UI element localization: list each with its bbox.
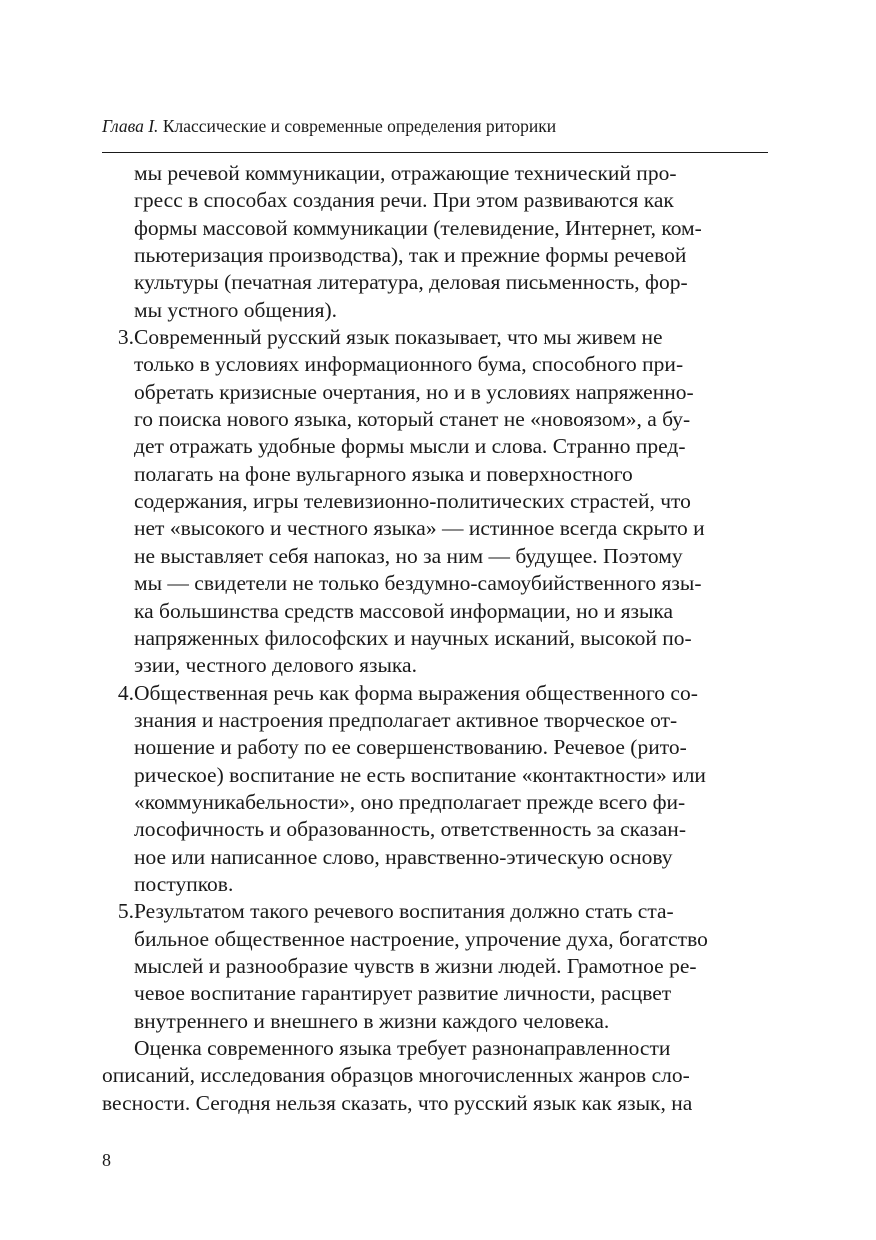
text-line: весности. Сегодня нельзя сказать, что русский язык как язык, на <box>102 1090 693 1115</box>
page-number: 8 <box>102 1150 111 1170</box>
text-line: не выставляет себя напоказ, но за ним — будущее. Поэтому <box>134 543 683 568</box>
text-line: эзии, честного делового языка. <box>134 653 417 678</box>
text-line: ка большинства средств массовой информации, но и языка <box>134 598 674 623</box>
text-line: культуры (печатная литература, деловая письменность, фор- <box>134 270 688 295</box>
list-item-first-line <box>102 680 777 707</box>
text-line: пьютеризация производства), так и прежние формы речевой <box>134 243 687 268</box>
text-line: рическое) воспитание не есть воспитание «контактности» или <box>134 762 706 787</box>
text-line: гресс в способах создания речи. При этом развиваются как <box>134 188 674 213</box>
text-line: обретать кризисные очертания, но и в условиях напряженно- <box>134 379 694 404</box>
list-item-number: 5. <box>117 899 134 924</box>
text-line: «коммуникабельности», оно предполагает прежде всего фи- <box>134 789 686 814</box>
text-line: только в условиях информационного бума, способного при- <box>134 352 684 377</box>
running-head-title: Классические и современные определения риторики <box>162 116 557 136</box>
text-line: мы — свидетели не только бездумно-самоубийственного язы- <box>134 571 702 596</box>
list-item-text: Результатом такого речевого воспитания должно стать ста- <box>134 899 674 924</box>
text-line: мыслей и разнообразие чувств в жизни людей. Грамотное ре- <box>134 953 697 978</box>
text-line: полагать на фоне вульгарного языка и поверхностного <box>134 461 633 486</box>
list-item-first-line <box>102 898 777 925</box>
text-line: бильное общественное настроение, упрочение духа, богатство <box>134 926 708 951</box>
text-line: знания и настроения предполагает активное творческое от- <box>134 707 678 732</box>
text-line: ное или написанное слово, нравственно-этическую основу <box>134 844 673 869</box>
list-item-text: Общественная речь как форма выражения общественного со- <box>134 680 698 705</box>
text-line: го поиска нового языка, который станет не «новоязом», а бу- <box>134 407 691 432</box>
text-line: ношение и работу по ее совершенствованию. Речевое (рито- <box>134 735 687 760</box>
header-rule <box>102 152 768 153</box>
text-line: дет отражать удобные формы мысли и слова. Странно пред- <box>134 434 686 459</box>
text-line: поступков. <box>134 871 234 896</box>
list-item-text: Современный русский язык показывает, что мы живем не <box>134 325 663 350</box>
running-head <box>102 114 556 138</box>
text-line: формы массовой коммуникации (телевидение, Интернет, ком- <box>134 215 702 240</box>
text-line: содержания, игры телевизионно-политических страстей, что <box>134 489 691 514</box>
text-line: описаний, исследования образцов многочисленных жанров сло- <box>102 1063 690 1088</box>
list-item-first-line <box>102 324 777 351</box>
text-line: нет «высокого и честного языка» — истинное всегда скрыто и <box>134 516 705 541</box>
running-head-chapter: Глава I. <box>102 116 159 136</box>
text-line: мы речевой коммуникации, отражающие технический про- <box>134 161 677 185</box>
text-line: напряженных философских и научных исканий, высокой по- <box>134 625 692 650</box>
text-line: мы устного общения). <box>134 297 338 322</box>
list-item-number: 4. <box>117 680 134 705</box>
list-item-number: 3. <box>117 325 134 350</box>
paragraph-first-line: Оценка современного языка требует разнонаправленности <box>134 1036 671 1060</box>
text-line: лософичность и образованность, ответственность за сказан- <box>134 817 686 842</box>
text-line: чевое воспитание гарантирует развитие личности, расцвет <box>134 981 672 1006</box>
body-text <box>102 160 777 1117</box>
text-line: внутреннего и внешнего в жизни каждого человека. <box>134 1008 610 1033</box>
